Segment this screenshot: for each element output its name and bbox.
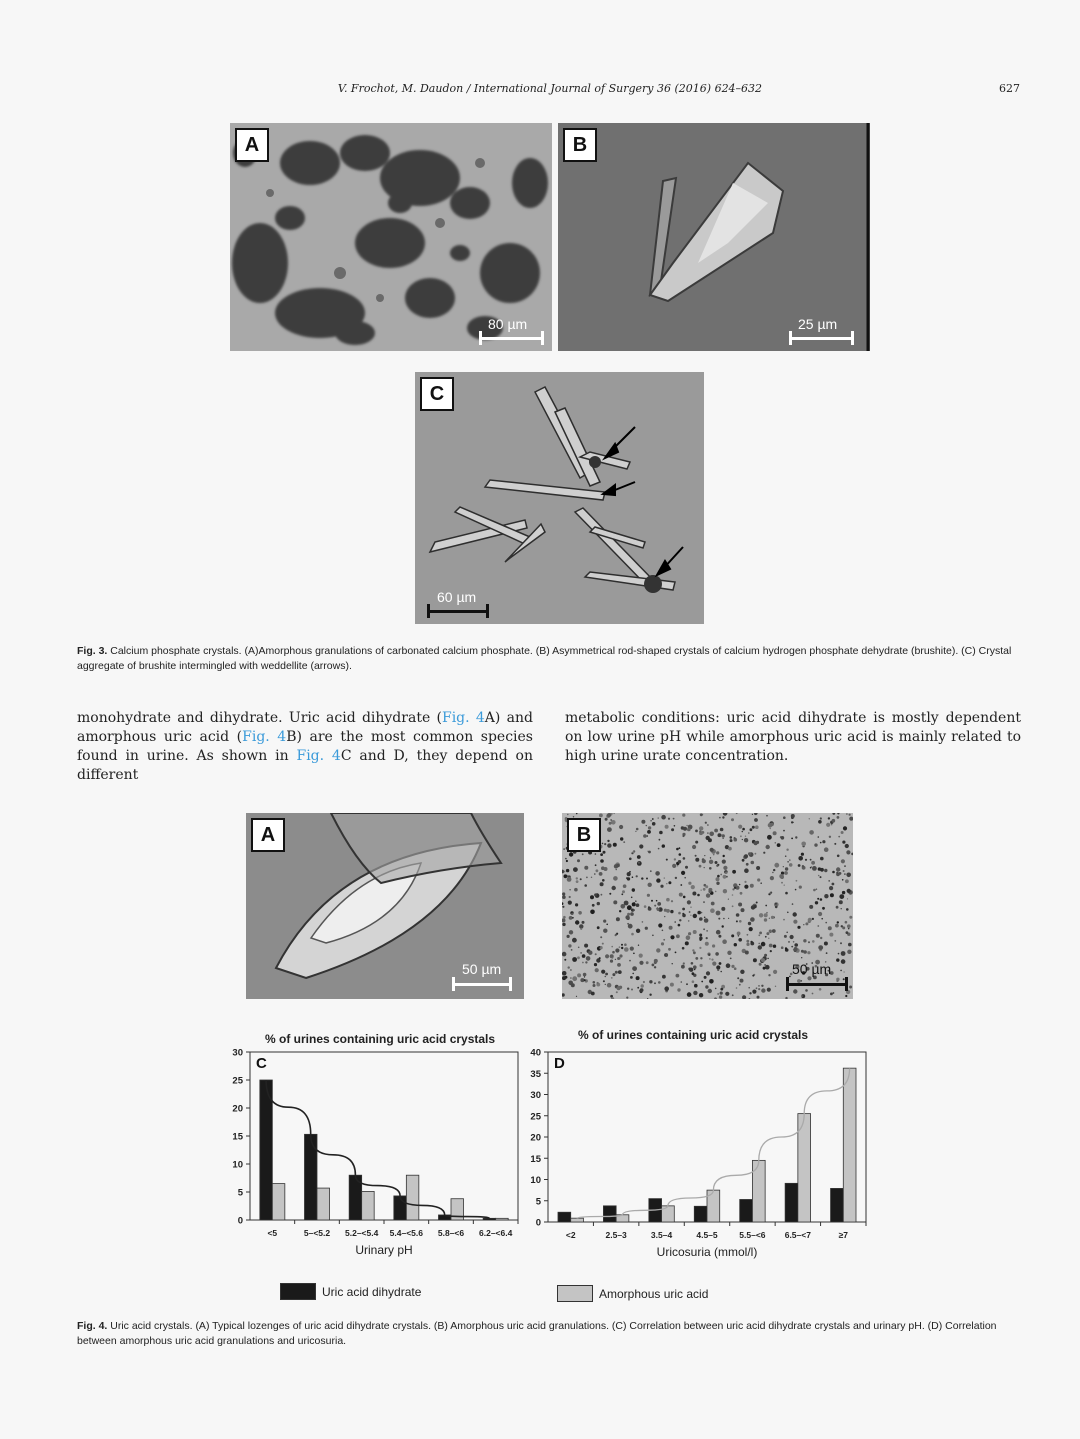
bar-amorphous bbox=[362, 1191, 375, 1220]
x-tick-label: ≥7 bbox=[838, 1230, 848, 1240]
legend-amorphous bbox=[557, 1285, 708, 1302]
scale-bar bbox=[789, 337, 854, 340]
caption-text: Calcium phosphate crystals. (A)Amorphous granulations of carbonated calcium phosphate. (B) Asymmetrical rod-shaped crystals of calcium hydrogen phosphate dehydrate (brushite). (C) Crystal aggregate of brushite intermingled with weddellite (arrows). bbox=[77, 645, 1012, 672]
y-tick-label: 5 bbox=[535, 1196, 541, 1208]
panel-label: B bbox=[567, 818, 601, 852]
y-tick-label: 40 bbox=[530, 1047, 541, 1059]
plot-frame bbox=[250, 1052, 518, 1220]
x-axis-label: Uricosuria (mmol/l) bbox=[656, 1245, 758, 1259]
bar-dihydrate bbox=[558, 1212, 571, 1222]
bar-amorphous bbox=[317, 1188, 330, 1220]
legend-swatch bbox=[557, 1285, 593, 1302]
bar-dihydrate bbox=[785, 1183, 798, 1222]
bar-dihydrate bbox=[694, 1206, 707, 1222]
body-text: B) are the most common species found in urine. As shown in bbox=[77, 729, 533, 764]
body-column-right: metabolic conditions: uric acid dihydrate is mostly dependent on low urine pH while amorphous uric acid is mainly related to high urine urate concentration. bbox=[565, 710, 1021, 764]
x-tick-label: <2 bbox=[565, 1230, 576, 1240]
page-number: 627 bbox=[999, 82, 1020, 95]
scale-label: 60 µm bbox=[437, 589, 477, 605]
bar-amorphous bbox=[752, 1160, 765, 1222]
bar-dihydrate bbox=[740, 1199, 753, 1222]
bar-dihydrate bbox=[260, 1080, 273, 1220]
journal-citation: V. Frochot, M. Daudon / International Journal of Surgery 36 (2016) 624–632 bbox=[337, 82, 763, 95]
y-tick-label: 15 bbox=[530, 1153, 541, 1165]
legend-dihydrate bbox=[280, 1283, 421, 1300]
bar-amorphous bbox=[272, 1184, 285, 1220]
x-tick-label: 6.5–<7 bbox=[784, 1230, 811, 1240]
fig3c-micrograph bbox=[415, 372, 704, 624]
x-tick-label: 5.4–<5.6 bbox=[389, 1228, 423, 1238]
body-text: monohydrate and dihydrate. Uric acid dihydrate ( bbox=[77, 710, 442, 726]
bar-dihydrate bbox=[831, 1188, 844, 1222]
chart-c-title: % of urines containing uric acid crystals bbox=[265, 1032, 496, 1046]
y-tick-label: 15 bbox=[232, 1131, 243, 1143]
chart-d bbox=[520, 1045, 875, 1265]
y-tick-label: 10 bbox=[530, 1175, 541, 1186]
panel-label: C bbox=[420, 377, 454, 411]
caption-lead: Fig. 3. bbox=[77, 645, 108, 657]
fig4-panel-a bbox=[246, 813, 524, 999]
panel-letter: C bbox=[256, 1055, 267, 1072]
bar-amorphous bbox=[571, 1218, 584, 1222]
figure-link[interactable]: Fig. 4 bbox=[242, 729, 287, 745]
scale-bar bbox=[427, 610, 489, 613]
x-tick-label: <5 bbox=[267, 1228, 278, 1238]
y-tick-label: 30 bbox=[530, 1090, 541, 1101]
y-tick-label: 35 bbox=[530, 1068, 541, 1080]
trend-curve bbox=[266, 1080, 489, 1218]
y-tick-label: 20 bbox=[232, 1103, 243, 1115]
panel-label: A bbox=[235, 128, 269, 162]
x-tick-label: 5–<5.2 bbox=[303, 1228, 331, 1238]
y-tick-label: 5 bbox=[237, 1187, 243, 1199]
panel-label: A bbox=[251, 818, 285, 852]
bar-amorphous bbox=[496, 1218, 509, 1220]
caption-lead: Fig. 4. bbox=[77, 1320, 108, 1332]
fig3-panel-c bbox=[415, 372, 704, 624]
x-axis-label: Urinary pH bbox=[355, 1243, 413, 1257]
legend-label: Amorphous uric acid bbox=[599, 1286, 709, 1301]
body-column-left bbox=[77, 709, 533, 785]
fig3-panel-b bbox=[558, 123, 870, 351]
bar-amorphous bbox=[406, 1175, 419, 1220]
y-tick-label: 0 bbox=[535, 1217, 541, 1229]
fig4-panel-b bbox=[562, 813, 853, 999]
panel-letter: D bbox=[554, 1055, 565, 1072]
chart-d-title: % of urines containing uric acid crystals bbox=[578, 1028, 809, 1042]
body-text: A) and amorphous uric acid ( bbox=[77, 710, 533, 745]
bar-dihydrate bbox=[603, 1206, 616, 1222]
x-tick-label: 6.2–<6.4 bbox=[479, 1228, 513, 1238]
y-tick-label: 0 bbox=[237, 1215, 243, 1227]
scale-label: 25 µm bbox=[798, 316, 838, 332]
x-tick-label: 4.5–5 bbox=[696, 1230, 718, 1240]
scale-bar bbox=[786, 983, 848, 986]
y-tick-label: 25 bbox=[232, 1075, 243, 1087]
bar-dihydrate bbox=[394, 1196, 407, 1220]
bar-amorphous bbox=[662, 1206, 675, 1222]
y-tick-label: 10 bbox=[232, 1159, 243, 1171]
bar-amorphous bbox=[843, 1068, 856, 1222]
fig4-caption bbox=[77, 1319, 1021, 1349]
running-header bbox=[0, 82, 1080, 102]
body-text: C and D, they depend on different bbox=[77, 748, 533, 783]
legend-label: Uric acid dihydrate bbox=[322, 1284, 422, 1299]
bar-dihydrate bbox=[483, 1218, 496, 1220]
x-tick-label: 5.8–<6 bbox=[437, 1228, 465, 1238]
x-tick-label: 5.5–<6 bbox=[739, 1230, 766, 1240]
legend-swatch bbox=[280, 1283, 316, 1300]
x-tick-label: 3.5–4 bbox=[650, 1230, 673, 1240]
fig3-panel-a bbox=[230, 123, 552, 351]
y-tick-label: 25 bbox=[530, 1111, 541, 1123]
caption-text: Uric acid crystals. (A) Typical lozenges of uric acid dihydrate crystals. (B) Amorphous uric acid granulations. (C) Correlation between uric acid dihydrate crystals and urinary pH. (D) Correlation between amorphous uric acid granulations and uricosuria. bbox=[77, 1320, 997, 1347]
scale-label: 50 µm bbox=[792, 961, 832, 977]
y-tick-label: 20 bbox=[530, 1132, 541, 1144]
x-tick-label: 2.5–3 bbox=[605, 1230, 627, 1240]
chart-c bbox=[222, 1045, 528, 1265]
scale-label: 80 µm bbox=[488, 316, 528, 332]
x-tick-label: 5.2–<5.4 bbox=[345, 1228, 379, 1238]
figure-link[interactable]: Fig. 4 bbox=[296, 748, 341, 764]
scale-bar bbox=[452, 983, 512, 986]
scale-bar bbox=[479, 337, 544, 340]
fig3-caption bbox=[77, 644, 1021, 674]
y-tick-label: 30 bbox=[232, 1047, 243, 1059]
panel-label: B bbox=[563, 128, 597, 162]
figure-link[interactable]: Fig. 4 bbox=[441, 710, 485, 726]
scale-label: 50 µm bbox=[462, 961, 502, 977]
